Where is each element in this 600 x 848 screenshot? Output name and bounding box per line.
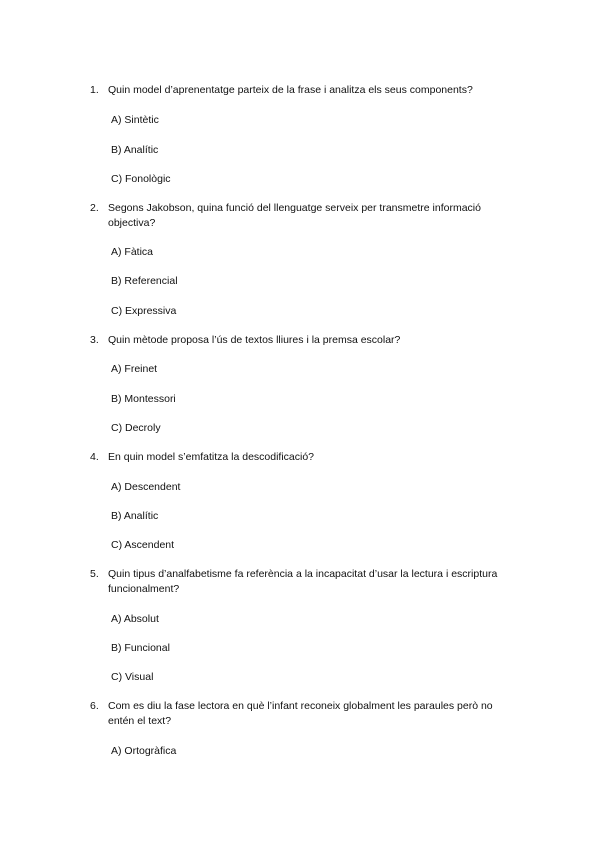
question-header <box>90 699 520 729</box>
question-text: Quin mètode proposa l’ús de textos lliures i la premsa escolar? <box>108 334 401 346</box>
option-c: C) Expressiva <box>111 305 177 317</box>
option-b: B) Analític <box>111 510 159 522</box>
question-text: Quin model d’aprenentatge parteix de la frase i analitza els seus components? <box>108 84 473 96</box>
question-number: 4. <box>90 451 99 463</box>
option-c: C) Visual <box>111 671 154 683</box>
question-header <box>90 567 520 597</box>
question-number: 2. <box>90 202 99 214</box>
question-5 <box>90 567 520 683</box>
option-a: A) Freinet <box>111 363 158 375</box>
option-c: C) Decroly <box>111 422 161 434</box>
question-header <box>90 83 520 98</box>
question-text: Segons Jakobson, quina funció del llenguatge serveix per transmetre informació objectiva? <box>108 202 481 229</box>
option-b: B) Referencial <box>111 275 178 287</box>
question-6 <box>90 699 520 757</box>
question-1 <box>90 83 520 185</box>
option-b: B) Montessori <box>111 393 176 405</box>
option-a: A) Ortogràfica <box>111 745 177 757</box>
question-text: En quin model s’emfatitza la descodificació? <box>108 451 315 463</box>
question-text: Com es diu la fase lectora en què l’infant reconeix globalment les paraules però no entén el text? <box>108 700 493 727</box>
option-b: B) Analític <box>111 144 159 156</box>
option-c: C) Ascendent <box>111 539 175 551</box>
option-a: A) Descendent <box>111 481 181 493</box>
option-a: A) Absolut <box>111 613 159 625</box>
option-b: B) Funcional <box>111 642 170 654</box>
question-header <box>90 333 520 348</box>
question-number: 5. <box>90 568 99 580</box>
question-3 <box>90 333 520 434</box>
question-text: Quin tipus d’analfabetisme fa referència a la incapacitat d’usar la lectura i escriptura funcionalment? <box>108 568 498 595</box>
question-header <box>90 450 520 465</box>
question-header <box>90 201 520 231</box>
question-4 <box>90 450 520 551</box>
question-number: 3. <box>90 334 99 346</box>
option-a: A) Fàtica <box>111 246 154 258</box>
option-a: A) Sintètic <box>111 114 159 126</box>
question-number: 6. <box>90 700 99 712</box>
option-c: C) Fonològic <box>111 173 171 185</box>
question-number: 1. <box>90 84 99 96</box>
question-2 <box>90 201 520 317</box>
